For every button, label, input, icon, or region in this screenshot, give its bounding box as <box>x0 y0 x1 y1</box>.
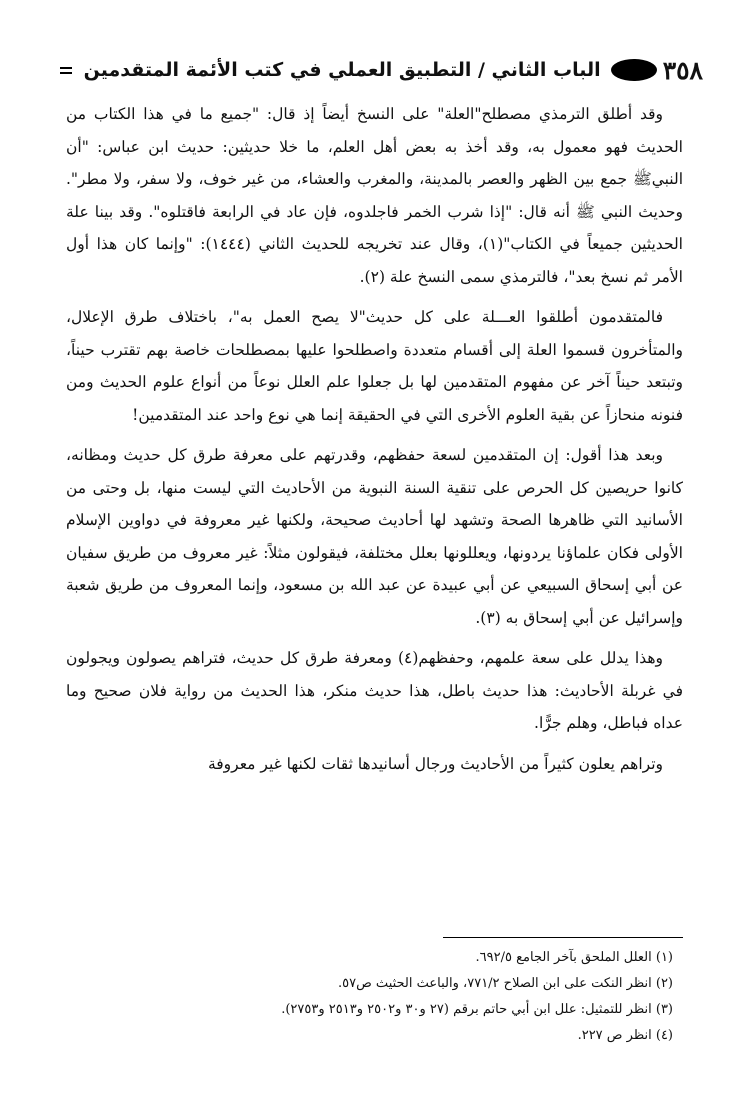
paragraph: فالمتقدمون أطلقوا العـــلة على كل حديث"لا يصح العمل به"، باختلاف طرق الإعلال، والمتأخرون قسموا العلة إلى أقسام متعددة واصطلحوا عليها بمصطلحات خاصة بهم تقترب حيناً، وتبتعد حيناً آخر عن مفهوم المتقدمين لها بل جعلوا علم العلل نوعاً من أنواع علوم الحديث ومن فنونه منحازاً عن بقية العلوم الأخرى التي في الحقيقة إنما هي نوع واحد عند المتقدمين! <box>66 308 683 424</box>
footnotes <box>66 945 683 1049</box>
paragraph: وهذا يدلل على سعة علمهم، وحفظهم(٤) ومعرفة طرق كل حديث، فتراهم يصولون ويجولون في غربلة الأحاديث: هذا حديث باطل، هذا حديث منكر، هذا الحديث من رواية فلان صحيح وما عداه فباطل، وهلم جرًّا. <box>66 649 683 732</box>
paragraph: وقد أطلق الترمذي مصطلح"العلة" على النسخ أيضاً إذ قال: "جميع ما في هذا الكتاب من الحديث فهو معمول به، وقد أخذ به بعض أهل العلم، ما خلا حديثين: حديث ابن عباس: "أن النبيﷺ جمع بين الظهر والعصر بالمدينة، والمغرب والعشاء، من غير خوف، ولا سفر، ولا مطر". وحديث النبي ﷺ أنه قال: "إذا شرب الخمر فاجلدوه، فإن عاد في الرابعة فاقتلوه". وقد بينا علة الحديثين جميعاً في الكتاب"(١)، وقال عند تخريجه للحديث الثاني (١٤٤٤): "وإنما كان هذا أول الأمر ثم نسخ بعد"، فالترمذي سمى النسخ علة (٢). <box>66 105 683 286</box>
paragraph: وتراهم يعلون كثيراً من الأحاديث ورجال أسانيدها ثقات لكنها غير معروفة <box>207 754 663 773</box>
footnote: (٤) انظر ص ٢٢٧. <box>577 1028 673 1043</box>
footnote: (٣) انظر للتمثيل: علل ابن أبي حاتم برقم (٢٧ و٣٠ و٢٥٠٢ و٢٥١٣ و٢٧٥٣). <box>281 1002 673 1017</box>
chapter-title: الباب الثاني / التطبيق العملي في كتب الأئمة المتقدمين <box>83 59 601 81</box>
paragraph: وبعد هذا أقول: إن المتقدمين لسعة حفظهم، وقدرتهم على معرفة طرق كل حديث ومظانه، كانوا حريصين كل الحرص على تنقية السنة النبوية من الأحاديث التي ليست منها، بل وحتى من الأسانيد التي ظاهرها الصحة وتشهد لها أحاديث صحيحة، ولكنها غير معروفة في دواوين الإسلام الأولى فكان علماؤنا يردونها، ويعللونها بعلل مختلفة، فيقولون مثلاً: غير معروف من طريق سفيان عن أبي إسحاق السبيعي عن أبي عبيدة عن عبد الله بن مسعود، وإنما المعروف من طريق شعبة وإسرائيل عن أبي إسحاق به (٣). <box>66 446 683 627</box>
footnote: (١) العلل الملحق بآخر الجامع ٦٩٢/٥. <box>475 950 673 965</box>
header-rule <box>60 67 72 74</box>
footnote: (٢) انظر النكت على ابن الصلاح ٧٧١/٢، والباعث الحثيث ص٥٧. <box>337 976 673 991</box>
main-text <box>66 98 683 788</box>
page-header <box>60 48 703 92</box>
footnote-divider <box>443 937 683 938</box>
page-number: ٣٥٨ <box>662 55 703 85</box>
header-ornament <box>611 59 657 81</box>
